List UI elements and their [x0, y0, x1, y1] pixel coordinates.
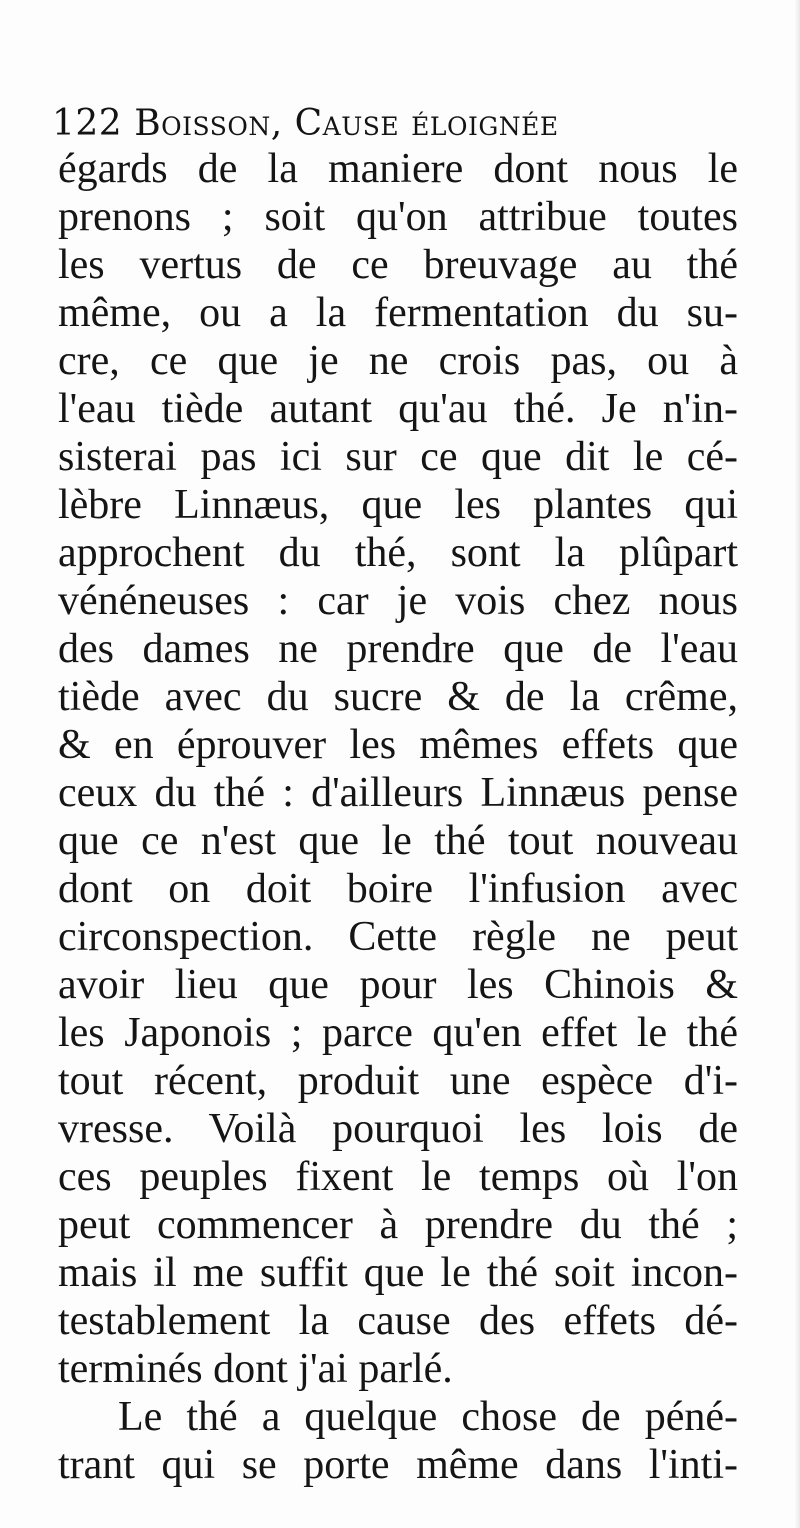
text-line: trant qui se porte même dans l'inti- — [58, 1442, 738, 1488]
text-line: tout récent, produit une espèce d'i- — [58, 1058, 738, 1104]
text-line: même, ou a la fermentation du su- — [58, 290, 738, 336]
text-line: prenons ; soit qu'on attribue toutes — [58, 194, 738, 240]
text-line: testablement la cause des effets dé- — [58, 1298, 738, 1344]
text-line: avoir lieu que pour les Chinois & — [58, 962, 738, 1008]
text-line: peut commencer à prendre du thé ; — [58, 1202, 738, 1248]
text-line: mais il me suffit que le thé soit incon- — [58, 1250, 738, 1296]
text-line: dont on doit boire l'infusion avec — [58, 866, 738, 912]
text-line: approchent du thé, sont la plûpart — [58, 530, 738, 576]
text-line: vresse. Voilà pourquoi les lois de — [58, 1106, 738, 1152]
running-header — [52, 104, 559, 144]
text-line: des dames ne prendre que de l'eau — [58, 626, 738, 672]
page-number: 122 — [52, 103, 123, 144]
text-line: l'eau tiède autant qu'au thé. Je n'in- — [58, 386, 738, 432]
text-line: les Japonois ; parce qu'en effet le thé — [58, 1010, 738, 1056]
text-line: que ce n'est que le thé tout nouveau — [58, 818, 738, 864]
text-line-paragraph-end: terminés dont j'ai parlé. — [58, 1346, 453, 1392]
text-line: tiède avec du sucre & de la crême, — [58, 674, 738, 720]
text-line: lèbre Linnæus, que les plantes qui — [58, 482, 738, 528]
text-line: & en éprouver les mêmes effets que — [58, 722, 738, 768]
text-line: les vertus de ce breuvage au thé — [58, 242, 738, 288]
text-line: cre, ce que je ne crois pas, ou à — [58, 338, 738, 384]
text-line: égards de la maniere dont nous le — [58, 146, 738, 192]
text-line-paragraph-start: Le thé a quelque chose de péné- — [118, 1394, 738, 1440]
text-line: ceux du thé : d'ailleurs Linnæus pense — [58, 770, 738, 816]
text-line: ces peuples fixent le temps où l'on — [58, 1154, 738, 1200]
text-line: vénéneuses : car je vois chez nous — [58, 578, 738, 624]
text-line: circonspection. Cette règle ne peut — [58, 914, 738, 960]
running-title: Boisson, Cause éloignée — [134, 103, 559, 144]
text-line: sisterai pas ici sur ce que dit le cé- — [58, 434, 738, 480]
page-edge-shadow — [794, 0, 800, 1528]
